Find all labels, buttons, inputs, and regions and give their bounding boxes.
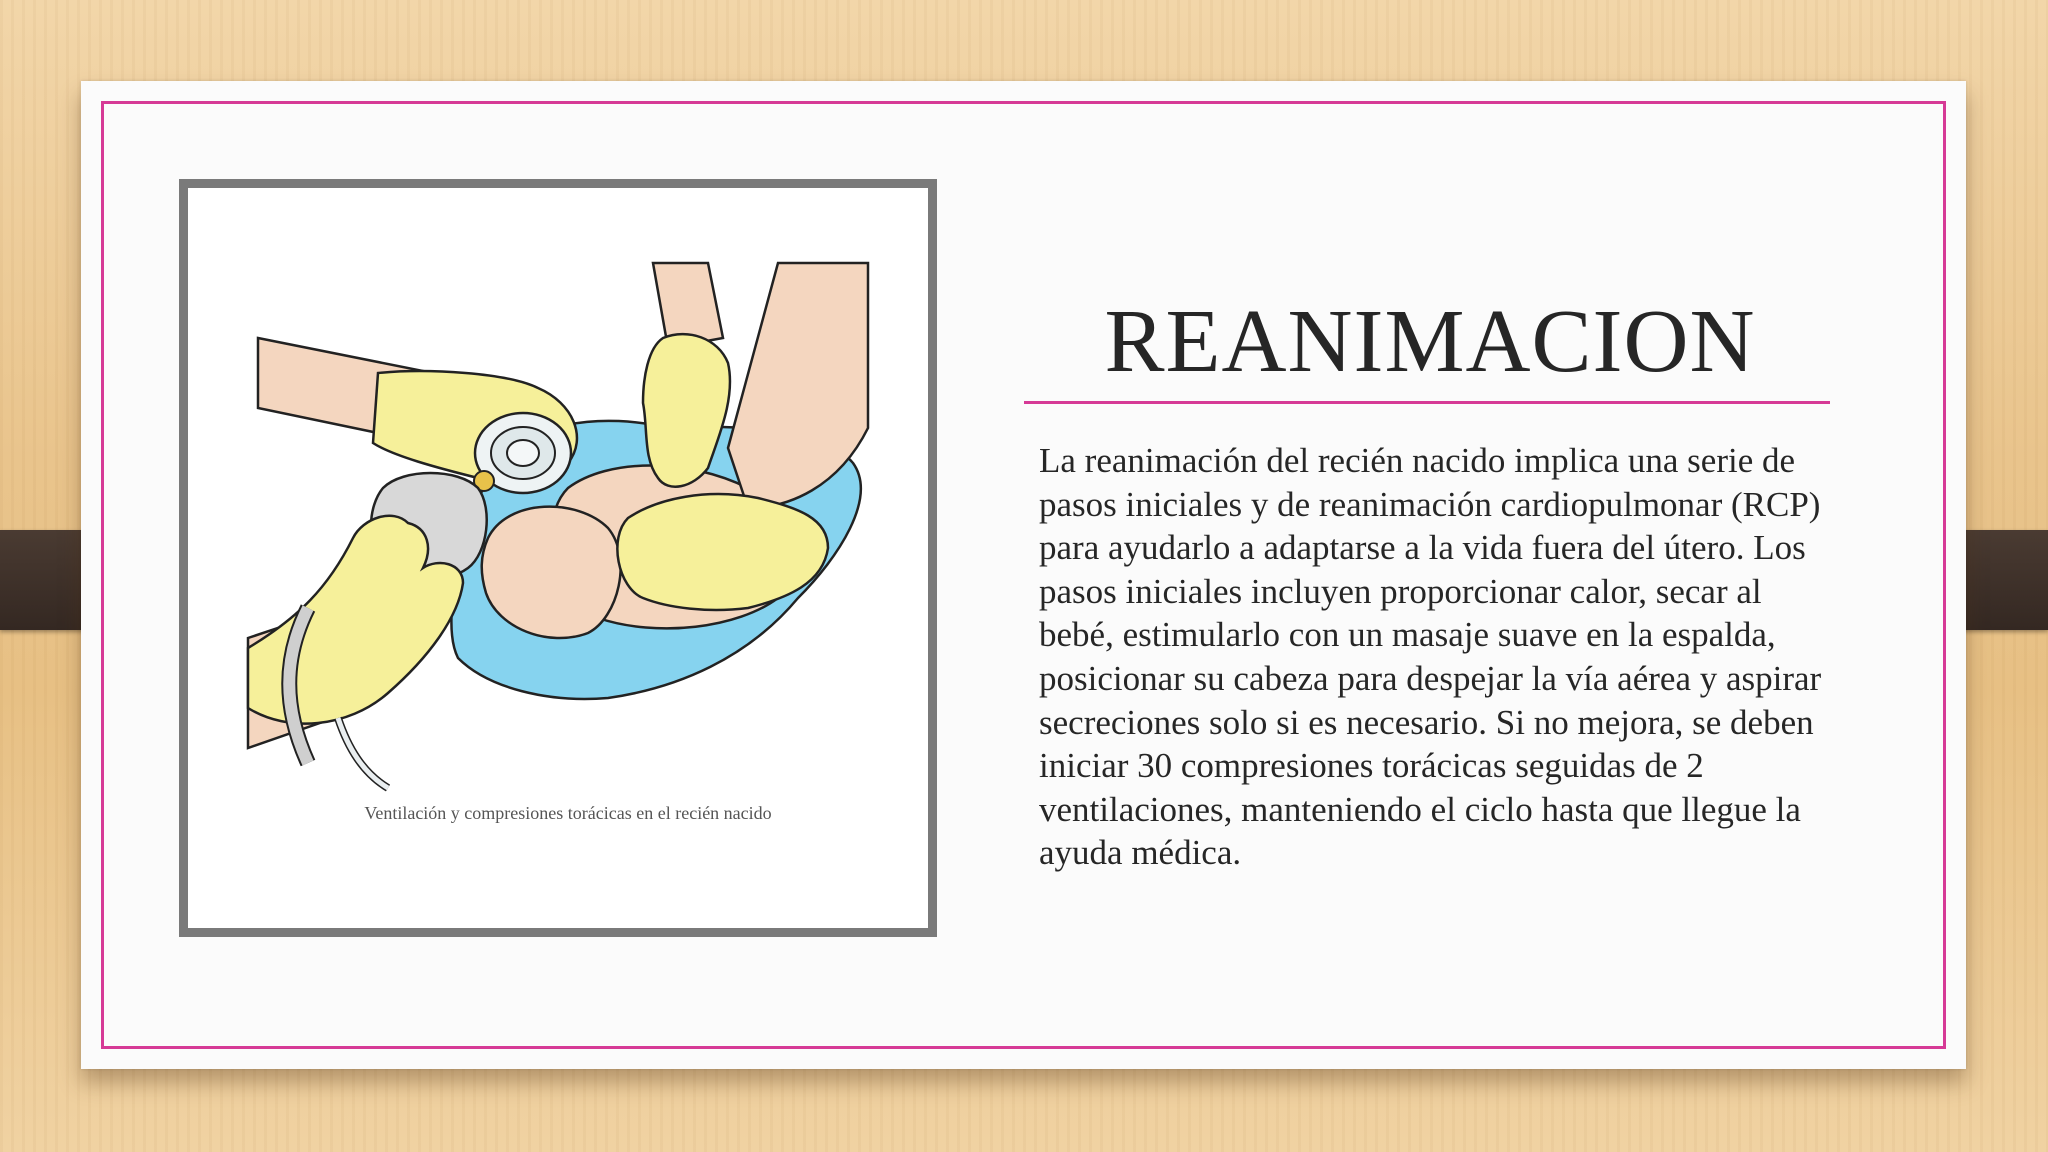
slide-title: REANIMACION [1104,292,1756,392]
title-divider [1024,401,1830,404]
slide-body-text: La reanimación del recién nacido implica una serie de pasos iniciales y de reanimación cardiopulmonar (RCP) para ayudarlo a adaptarse a la vida fuera del útero. Los pasos iniciales incluyen proporcionar calor, secar al bebé, estimularlo con un masaje suave en la espalda, posicionar su cabeza para despejar la vía aérea y aspirar secreciones solo si es necesario. Si no mejora, se deben iniciar 30 compresiones torácicas seguidas de 2 ventilaciones, manteniendo el ciclo hasta que llegue la ayuda médica. [1039,441,1822,873]
illustration-frame [179,179,937,937]
image-caption: Ventilación y compresiones torácicas en el recién nacido [364,803,772,823]
